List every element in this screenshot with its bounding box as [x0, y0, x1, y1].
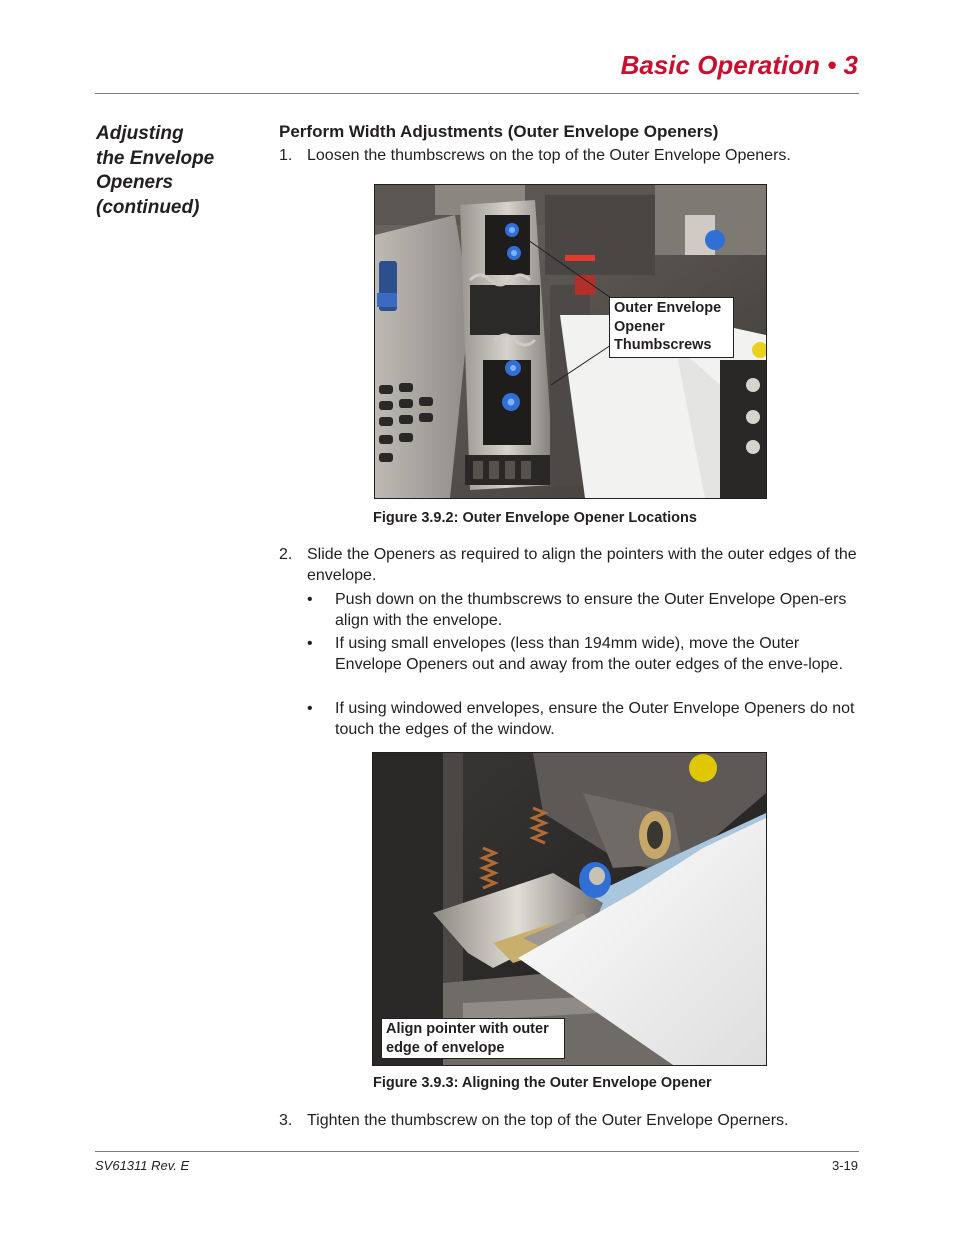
side-title-line: Openers — [96, 172, 174, 193]
step-number: 1. — [279, 147, 293, 164]
step-text: Tighten the thumbscrew on the top of the Outer Envelope Operners. — [307, 1112, 789, 1129]
bullet-text: If using windowed envelopes, ensure the Outer Envelope Openers do not touch the edges of the window. — [335, 700, 855, 738]
footer-page-number: 3-19 — [831, 1158, 858, 1173]
section-side-title — [96, 122, 256, 220]
callout-line: Align pointer with outer — [386, 1021, 549, 1037]
bullet-mark: • — [307, 700, 313, 717]
step-1 — [279, 145, 864, 167]
procedure-heading: Perform Width Adjustments (Outer Envelope Openers) — [279, 122, 719, 141]
side-title-line: the Envelope — [96, 147, 215, 169]
figure-caption: Figure 3.9.2: Outer Envelope Opener Locations — [373, 510, 697, 526]
callout-line: Outer Envelope — [614, 300, 722, 316]
callout-line: edge of envelope — [386, 1039, 505, 1056]
bullet-item — [307, 633, 867, 697]
page-header-title: Basic Operation • 3 — [620, 50, 858, 80]
bullet-text: If using small envelopes (less than 194mm wide), move the Outer Envelope Openers out and away from the outer edges of the enve-lope. — [335, 635, 843, 673]
step-text: Slide the Openers as required to align the pointers with the outer edges of the envelope. — [307, 546, 857, 584]
bullet-mark: • — [307, 591, 313, 608]
callout-align-pointer — [381, 1018, 565, 1059]
callout-line: Thumbscrews — [614, 337, 712, 353]
footer-rule — [95, 1151, 859, 1152]
side-title-line: (continued) — [96, 196, 200, 218]
bullet-text: Push down on the thumbscrews to ensure the Outer Envelope Open-ers align with the envelope. — [335, 591, 847, 629]
footer-doc-id: SV61311 Rev. E — [95, 1158, 190, 1173]
callout-outer-envelope-opener-thumbscrews — [609, 297, 734, 358]
figure-caption: Figure 3.9.3: Aligning the Outer Envelope Opener — [373, 1075, 712, 1091]
step-text: Loosen the thumbscrews on the top of the Outer Envelope Openers. — [307, 147, 791, 164]
bullet-item — [307, 589, 867, 633]
callout-line: Opener — [614, 318, 665, 335]
step-3 — [279, 1110, 864, 1132]
bullet-mark: • — [307, 635, 313, 652]
step-number: 2. — [279, 546, 293, 563]
side-title-line: Adjusting — [96, 123, 184, 144]
step-number: 3. — [279, 1112, 293, 1129]
step-2 — [279, 544, 864, 588]
header-rule — [95, 93, 859, 94]
bullet-item — [307, 698, 867, 742]
